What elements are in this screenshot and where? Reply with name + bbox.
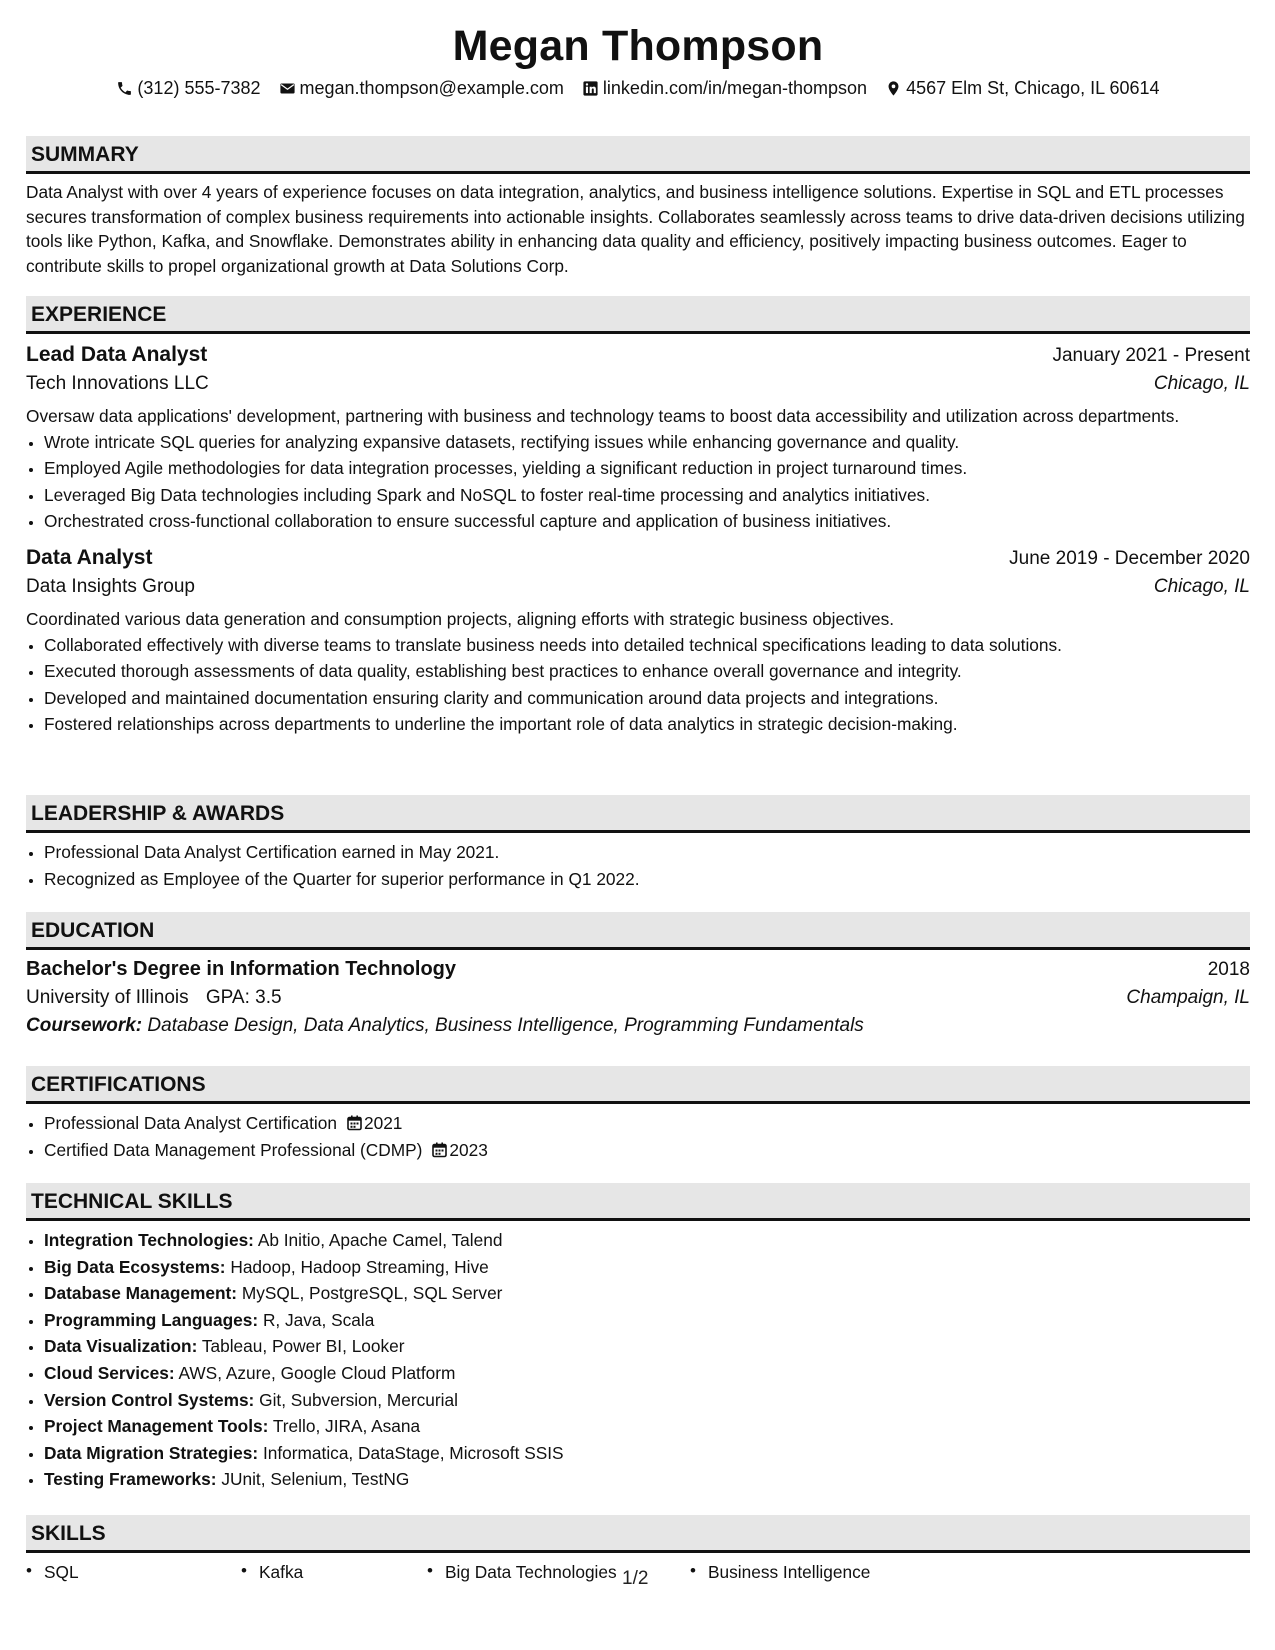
contact-address bbox=[885, 78, 1160, 99]
list-item bbox=[44, 1110, 1250, 1137]
skill-values: MySQL, PostgreSQL, SQL Server bbox=[241, 1283, 503, 1304]
skill-category: Data Migration Strategies: bbox=[44, 1442, 259, 1463]
job-entry bbox=[26, 343, 1250, 535]
technical-skills-list bbox=[26, 1227, 1250, 1493]
school-line bbox=[26, 987, 282, 1009]
job-dates: January 2021 - Present bbox=[1052, 345, 1250, 366]
contact-email[interactable] bbox=[279, 78, 564, 99]
list-item bbox=[44, 1254, 1250, 1281]
calendar-icon bbox=[347, 1115, 362, 1131]
skill-category: Version Control Systems: bbox=[44, 1389, 255, 1410]
skill-values: Trello, JIRA, Asana bbox=[272, 1416, 421, 1437]
company-name: Tech Innovations LLC bbox=[26, 373, 209, 394]
list-item: • Employed Agile methodologies for data integration processes, yielding a significant reduction in project turnaround times. bbox=[44, 455, 1250, 482]
list-item bbox=[44, 1387, 1250, 1414]
phone-text: (312) 555-7382 bbox=[137, 78, 261, 98]
linkedin-icon bbox=[582, 80, 599, 97]
leadership-section bbox=[26, 795, 1250, 892]
school-name: University of Illinois bbox=[26, 987, 189, 1008]
job-entry bbox=[26, 546, 1250, 738]
section-heading-education: EDUCATION bbox=[26, 912, 1250, 950]
skill-values: Informatica, DataStage, Microsoft SSIS bbox=[262, 1442, 564, 1463]
graduation-year: 2018 bbox=[1207, 959, 1250, 980]
section-heading-summary: SUMMARY bbox=[26, 136, 1250, 174]
list-item bbox=[44, 1413, 1250, 1440]
job-bullets bbox=[26, 632, 1250, 738]
skill-values: Git, Subversion, Mercurial bbox=[259, 1389, 458, 1410]
list-item: • Wrote intricate SQL queries for analyzing expansive datasets, rectifying issues while enhancing governance and quality. bbox=[44, 429, 1250, 456]
certifications-list bbox=[26, 1110, 1250, 1163]
skill-category: Big Data Ecosystems: bbox=[44, 1256, 226, 1277]
envelope-icon bbox=[279, 80, 296, 97]
summary-text: Data Analyst with over 4 years of experience focuses on data integration, analytics, and business intelligence solutions. Expertise in SQL and ETL processes secures transformation of complex business requirements into actionable insights. Collaborates seamlessly across teams to drive data-driven decisions utilizing tools like Python, Kafka, and Snowflake. Demonstrates ability in enhancing data quality and efficiency, positively impacting business outcomes. Eager to contribute skills to propel organizational growth at Data Solutions Corp. bbox=[26, 182, 1245, 276]
list-item bbox=[44, 1307, 1250, 1334]
skill-category: Programming Languages: bbox=[44, 1309, 259, 1330]
list-item bbox=[44, 1227, 1250, 1254]
experience-section bbox=[26, 296, 1250, 738]
contact-phone[interactable] bbox=[116, 78, 260, 99]
list-item bbox=[44, 1440, 1250, 1467]
section-heading-technical-skills: TECHNICAL SKILLS bbox=[26, 1183, 1250, 1221]
list-item: • Collaborated effectively with diverse teams to translate business needs into detailed technical specifications leading to data solutions. bbox=[44, 632, 1250, 659]
gpa: GPA: 3.5 bbox=[205, 987, 282, 1008]
list-item bbox=[44, 1466, 1250, 1493]
skill-item: • Business Intelligence bbox=[690, 1562, 870, 1583]
skill-values: AWS, Azure, Google Cloud Platform bbox=[178, 1362, 456, 1383]
skill-item: • Big Data Technologies bbox=[427, 1562, 690, 1583]
leadership-list bbox=[26, 839, 1250, 892]
job-description: Oversaw data applications' development, partnering with business and technology teams to boost data accessibility and utilization across departments. bbox=[26, 406, 1180, 426]
skill-values: Ab Initio, Apache Camel, Talend bbox=[257, 1230, 503, 1250]
map-pin-icon bbox=[885, 80, 902, 97]
candidate-name: Megan Thompson bbox=[452, 22, 824, 70]
school-location: Champaign, IL bbox=[1126, 987, 1250, 1008]
resume-page bbox=[26, 0, 1250, 1582]
contact-linkedin[interactable] bbox=[582, 78, 867, 99]
contact-bar bbox=[26, 78, 1250, 99]
certification-year: 2021 bbox=[363, 1113, 403, 1133]
coursework-list: Database Design, Data Analytics, Business Intelligence, Programming Fundamentals bbox=[147, 1015, 864, 1036]
skill-category: Integration Technologies: bbox=[44, 1230, 254, 1250]
list-item: • Orchestrated cross-functional collaboration to ensure successful capture and application of business initiatives. bbox=[44, 508, 1250, 535]
skill-values: Hadoop, Hadoop Streaming, Hive bbox=[230, 1256, 489, 1277]
company-name: Data Insights Group bbox=[26, 575, 195, 597]
list-item: • Recognized as Employee of the Quarter for superior performance in Q1 2022. bbox=[44, 866, 1250, 893]
email-text: megan.thompson@example.com bbox=[299, 78, 564, 98]
coursework bbox=[26, 1015, 1250, 1037]
skill-values: JUnit, Selenium, TestNG bbox=[221, 1469, 410, 1490]
list-item: • Professional Data Analyst Certification earned in May 2021. bbox=[44, 839, 1250, 866]
address-text: 4567 Elm St, Chicago, IL 60614 bbox=[906, 78, 1160, 98]
skill-category: Cloud Services: bbox=[44, 1362, 175, 1383]
skill-item: • SQL bbox=[26, 1562, 241, 1583]
job-location: Chicago, IL bbox=[1153, 575, 1250, 597]
certification-name: Professional Data Analyst Certification bbox=[44, 1113, 337, 1133]
page-number: 1/2 bbox=[622, 1568, 649, 1589]
phone-icon bbox=[116, 80, 133, 97]
skill-values: R, Java, Scala bbox=[262, 1309, 375, 1330]
list-item: • Developed and maintained documentation ensuring clarity and communication around data projects and integrations. bbox=[44, 685, 1250, 712]
section-heading-experience: EXPERIENCE bbox=[26, 296, 1250, 334]
certifications-section bbox=[26, 1066, 1250, 1163]
education-section bbox=[26, 912, 1250, 1037]
coursework-label: Coursework: bbox=[26, 1015, 143, 1036]
list-item bbox=[44, 1137, 1250, 1164]
skill-item: • Kafka bbox=[241, 1562, 427, 1583]
calendar-icon bbox=[432, 1142, 447, 1158]
section-heading-certifications: CERTIFICATIONS bbox=[26, 1066, 1250, 1104]
degree-title: Bachelor's Degree in Information Technology bbox=[26, 958, 457, 980]
list-item bbox=[44, 1333, 1250, 1360]
job-description: Coordinated various data generation and consumption projects, aligning efforts with strategic business objectives. bbox=[26, 608, 895, 629]
list-item: • Executed thorough assessments of data quality, establishing best practices to enhance overall governance and integrity. bbox=[44, 658, 1250, 685]
technical-skills-section bbox=[26, 1183, 1250, 1493]
summary-section bbox=[26, 136, 1250, 278]
skill-category: Data Visualization: bbox=[44, 1336, 198, 1357]
job-title: Data Analyst bbox=[26, 545, 153, 569]
list-item bbox=[44, 1280, 1250, 1307]
job-title: Lead Data Analyst bbox=[26, 343, 208, 366]
list-item: • Leveraged Big Data technologies including Spark and NoSQL to foster real-time processing and analytics initiatives. bbox=[44, 482, 1250, 509]
list-item bbox=[44, 1360, 1250, 1387]
skill-values: Tableau, Power BI, Looker bbox=[201, 1336, 405, 1357]
list-item: • Fostered relationships across departments to underline the important role of data analytics in strategic decision-making. bbox=[44, 711, 1250, 738]
certification-year: 2023 bbox=[449, 1139, 488, 1160]
job-bullets bbox=[26, 429, 1250, 535]
linkedin-text: linkedin.com/in/megan-thompson bbox=[602, 78, 868, 98]
job-dates: June 2019 - December 2020 bbox=[1009, 547, 1250, 569]
skill-category: Database Management: bbox=[44, 1283, 238, 1304]
certification-name: Certified Data Management Professional (CDMP) bbox=[44, 1139, 423, 1160]
skill-category: Project Management Tools: bbox=[44, 1416, 269, 1437]
skill-category: Testing Frameworks: bbox=[44, 1469, 217, 1490]
job-location: Chicago, IL bbox=[1153, 373, 1250, 394]
section-heading-leadership: LEADERSHIP & AWARDS bbox=[26, 795, 1250, 833]
section-heading-skills: SKILLS bbox=[26, 1515, 1250, 1553]
